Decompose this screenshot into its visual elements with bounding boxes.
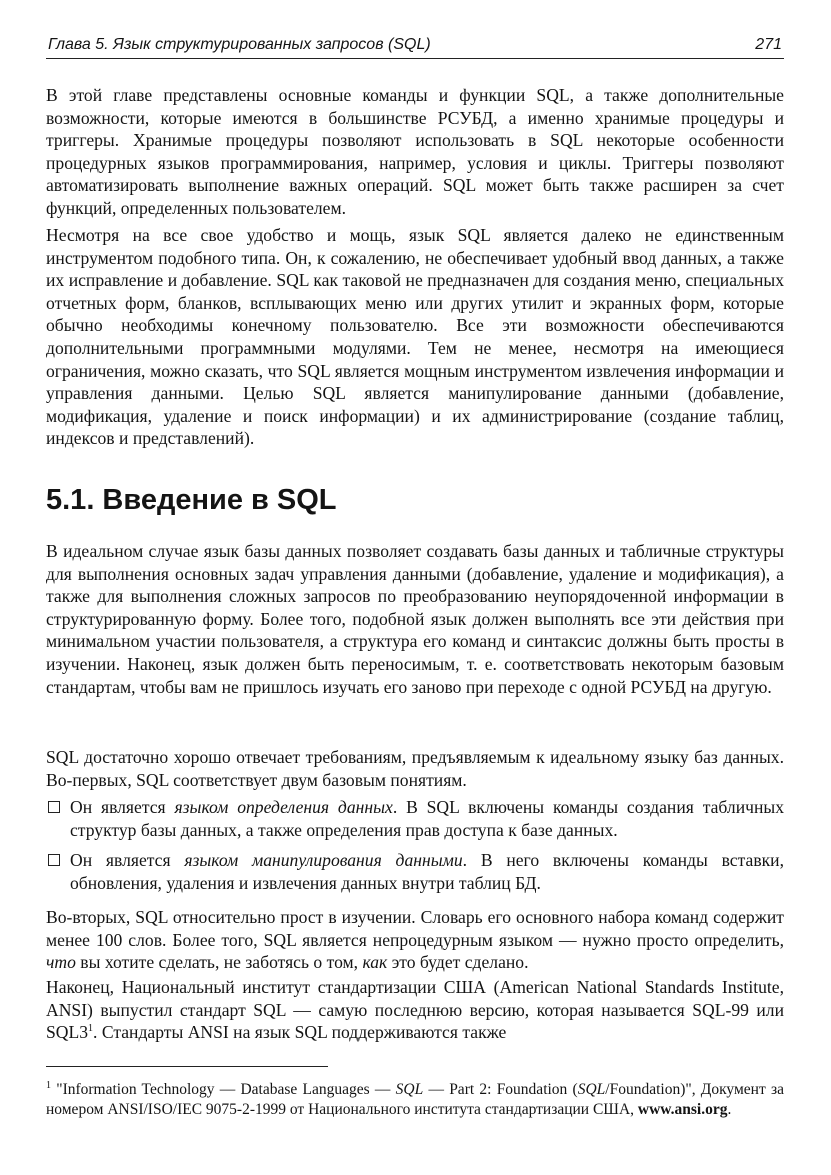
paragraph-text [46, 906, 784, 974]
paragraph-text: В этой главе представлены основные команды и функции SQL, а также дополнительные возможности, которые имеются в большинстве РСУБД, а именно хранимые процедуры и триггеры. Хранимые процедуры позволяют использовать в SQL некоторые особенности процедурных языков программирования, например, условия и циклы. Триггеры позволяют автоматизировать выполнение важных операций. SQL может быть также расширен за счет функций, определенных пользователем. [46, 85, 784, 218]
section-paragraph-2 [46, 746, 784, 791]
footnote [46, 1080, 784, 1120]
footnote-link[interactable]: www.ansi.org [637, 1101, 728, 1118]
text-run: /Foundation)", Документ за номером ANSI/ISO/IEC 9075-2-1999 от Национального института стандартизации США, [46, 1081, 784, 1118]
footnote-mark: 1 [46, 1079, 51, 1091]
bullet-text-after: . В него включены команды вставки, обновления, удаления и извлечения данных внутри таблиц БД. [70, 850, 784, 893]
bullet-term: языком определения данных [174, 797, 393, 817]
text-run: "Information Technology — Database Languages — [51, 1081, 396, 1098]
text-run: Наконец, Национальный институт стандартизации США (American National Standards Institute, ANSI) выпустил стандарт SQL — самую последнюю версию, которая называется SQL-99 или SQL3 [46, 977, 784, 1043]
bullet-term: языком манипулирования данными [184, 850, 463, 871]
paragraph-text: SQL достаточно хорошо отвечает требованиям, предъявляемым к идеальному языку баз данных. Во-первых, SQL соответствует двум базовым понятиям. [46, 747, 784, 790]
intro-paragraph-1 [46, 84, 784, 220]
checkbox-bullet-icon [48, 854, 60, 866]
checkbox-bullet-icon [48, 801, 60, 813]
chapter-title: Глава 5. Язык структурированных запросов (SQL) [48, 36, 431, 53]
running-header [46, 34, 784, 59]
text-run: вы хотите сделать, не заботясь о том, [75, 952, 363, 973]
text-run: — Part 2: Foundation ( [423, 1081, 578, 1098]
list-item [46, 849, 784, 894]
section-paragraph-4 [46, 976, 784, 1044]
page-number: 271 [755, 36, 782, 53]
text-run: Во-вторых, SQL относительно прост в изучении. Словарь его основного набора команд содержит менее 100 слов. Более того, SQL является непроцедурным языком — нужно просто определить, [46, 907, 784, 950]
paragraph-text: Несмотря на все свое удобство и мощь, язык SQL является далеко не единственным инструментом подобного типа. Он, к сожалению, не обеспечивает удобный ввод данных, а также их исправление и добавление. SQL как таковой не предназначен для создания меню, специальных отчетных форм, бланков, всплывающих меню или других утилит и экранных форм, которые обычно необходимы конечному пользователю. Все эти возможности обеспечиваются дополнительными программными модулями. Тем не менее, несмотря на имеющиеся ограничения, можно сказать, что SQL является мощным инструментом извлечения информации и управления данными. Целью SQL является манипулирование данными (добавление, модификация, удаление и поиск информации) и их администрирование (создание таблиц, индексов и представлений). [46, 225, 784, 449]
intro-paragraph-2 [46, 224, 784, 450]
section-paragraph-1 [46, 540, 784, 698]
emphasis: как [362, 952, 388, 973]
emphasis: SQL [395, 1081, 424, 1098]
text-run: это будет сделано. [387, 952, 529, 973]
text-run: . Стандарты ANSI на язык SQL поддерживаются также [93, 1022, 507, 1043]
section-paragraph-3 [46, 906, 784, 974]
emphasis: SQL [577, 1081, 606, 1098]
bullet-text-after: . В SQL включены команды создания табличных структур базы данных, а также определения прав доступа к базе данных. [70, 797, 784, 840]
bullet-text-before: Он является [70, 850, 185, 871]
footnote-ref: 1 [88, 1023, 94, 1035]
paragraph-text: В идеальном случае язык базы данных позволяет создавать базы данных и табличные структуры для выполнения основных задач управления данными (добавление, удаление и модификация), а также для выполнения сложных запросов по преобразованию неупорядоченной информации в структурированную форму. Более того, подобной язык должен выполнять все эти действия при минимальном участии пользователя, а структура его команд и синтаксис должны быть просты в изучении. Наконец, язык должен быть переносимым, т. е. соответствовать некоторым базовым стандартам, чтобы вам не пришлось изучать его заново при переходе с одной РСУБД на другую. [46, 541, 784, 697]
emphasis: что [46, 952, 76, 973]
footnote-divider [46, 1066, 328, 1067]
bullet-text-before: Он является [70, 797, 175, 817]
text-run: . [727, 1101, 732, 1118]
bullet-list [46, 796, 784, 902]
paragraph-text [46, 976, 784, 1044]
list-item [46, 796, 784, 841]
section-heading: 5.1. Введение в SQL [46, 484, 337, 516]
